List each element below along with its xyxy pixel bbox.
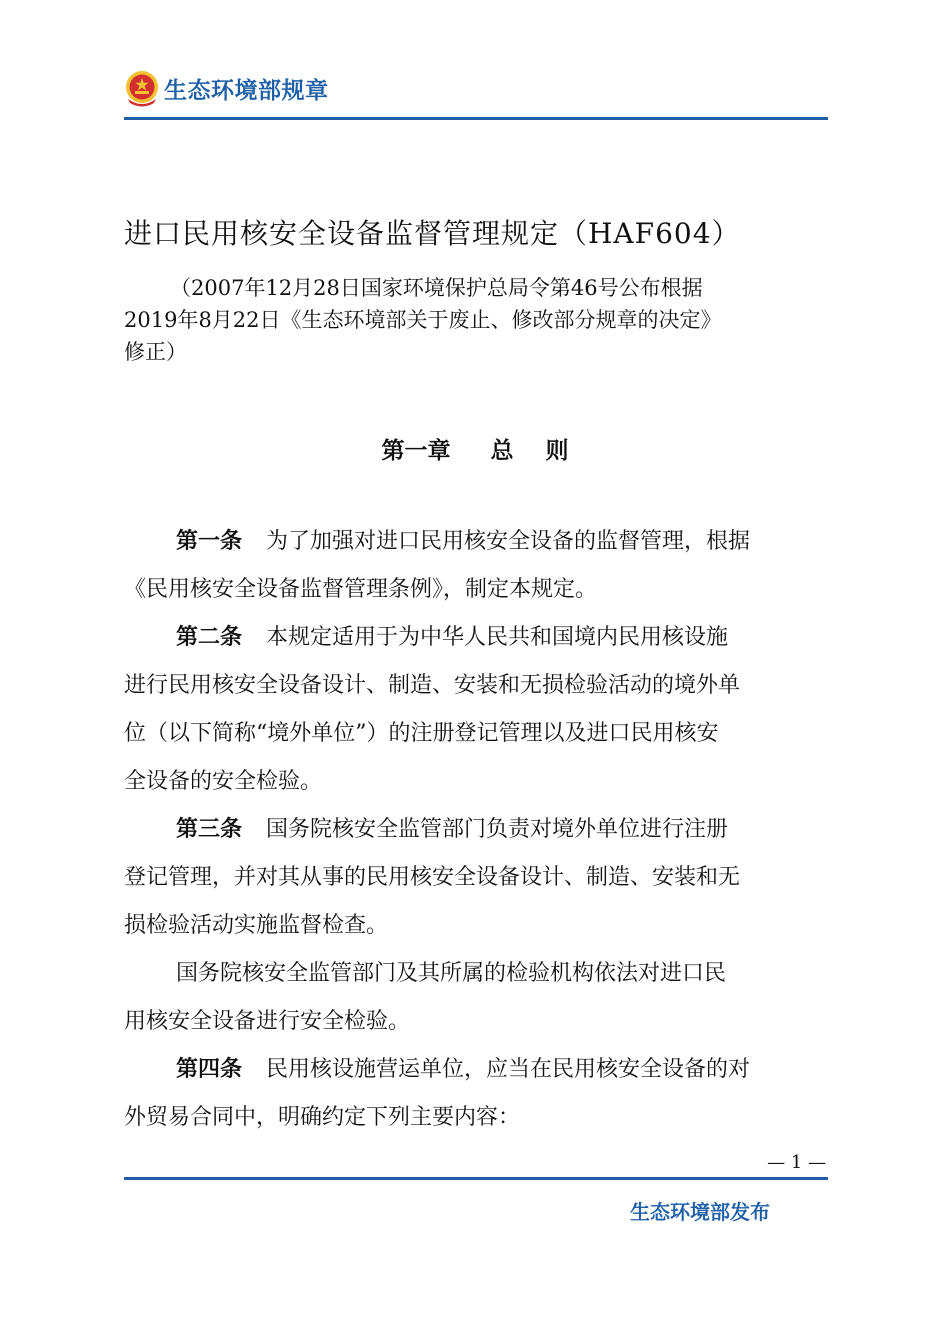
article-2-line: 全设备的安全检验。 bbox=[124, 769, 323, 794]
chapter-title-part1: 总 bbox=[490, 438, 514, 464]
national-emblem-icon bbox=[124, 69, 160, 107]
article-text: 国务院核安全监管部门负责对境外单位进行注册 bbox=[266, 817, 729, 842]
article-2-line: 位（以下简称“境外单位”）的注册登记管理以及进口民用核安 bbox=[124, 721, 719, 746]
article-label: 第二条 bbox=[176, 625, 243, 650]
article-1-line: 《民用核安全设备监督管理条例》，制定本规定。 bbox=[124, 577, 598, 602]
article-3-line bbox=[124, 806, 828, 854]
document-body bbox=[124, 518, 828, 1142]
chapter-heading bbox=[0, 432, 950, 465]
amendment-note bbox=[124, 272, 830, 368]
footer-publisher: 生态环境部发布 bbox=[630, 1200, 770, 1224]
note-line: 修正） bbox=[124, 340, 187, 364]
article-4-line bbox=[124, 1046, 828, 1094]
page-header bbox=[124, 64, 329, 112]
header-rule bbox=[124, 117, 828, 120]
article-3-line: 损检验活动实施监督检查。 bbox=[124, 913, 389, 938]
article-1-line bbox=[124, 518, 828, 566]
page-number: — 1 — bbox=[767, 1152, 826, 1173]
article-text: 为了加强对进口民用核安全设备的监督管理，根据 bbox=[266, 529, 751, 554]
note-line: 2019年8月22日《生态环境部关于废止、修改部分规章的决定》 bbox=[124, 308, 722, 332]
article-text: 本规定适用于为中华人民共和国境内民用核设施 bbox=[266, 625, 729, 650]
article-label: 第三条 bbox=[176, 817, 243, 842]
article-2-line bbox=[124, 614, 828, 662]
chapter-title-part2: 则 bbox=[545, 438, 569, 464]
article-label: 第四条 bbox=[176, 1057, 243, 1082]
chapter-number: 第一章 bbox=[381, 438, 451, 464]
article-3-para2-line: 用核安全设备进行安全检验。 bbox=[124, 1009, 411, 1034]
article-label: 第一条 bbox=[176, 529, 243, 554]
header-title: 生态环境部规章 bbox=[164, 77, 329, 104]
article-text: 民用核设施营运单位，应当在民用核安全设备的对 bbox=[266, 1057, 751, 1082]
document-title: 进口民用核安全设备监督管理规定（HAF604） bbox=[124, 217, 741, 250]
article-4-line: 外贸易合同中，明确约定下列主要内容： bbox=[124, 1105, 521, 1130]
article-3-para2-line: 国务院核安全监管部门及其所属的检验机构依法对进口民 bbox=[176, 961, 727, 986]
article-2-line: 进行民用核安全设备设计、制造、安装和无损检验活动的境外单 bbox=[124, 673, 741, 698]
note-line: （2007年12月28日国家环境保护总局令第46号公布根据 bbox=[170, 276, 703, 300]
footer-rule bbox=[124, 1177, 828, 1180]
article-3-line: 登记管理，并对其从事的民用核安全设备设计、制造、安装和无 bbox=[124, 865, 741, 890]
